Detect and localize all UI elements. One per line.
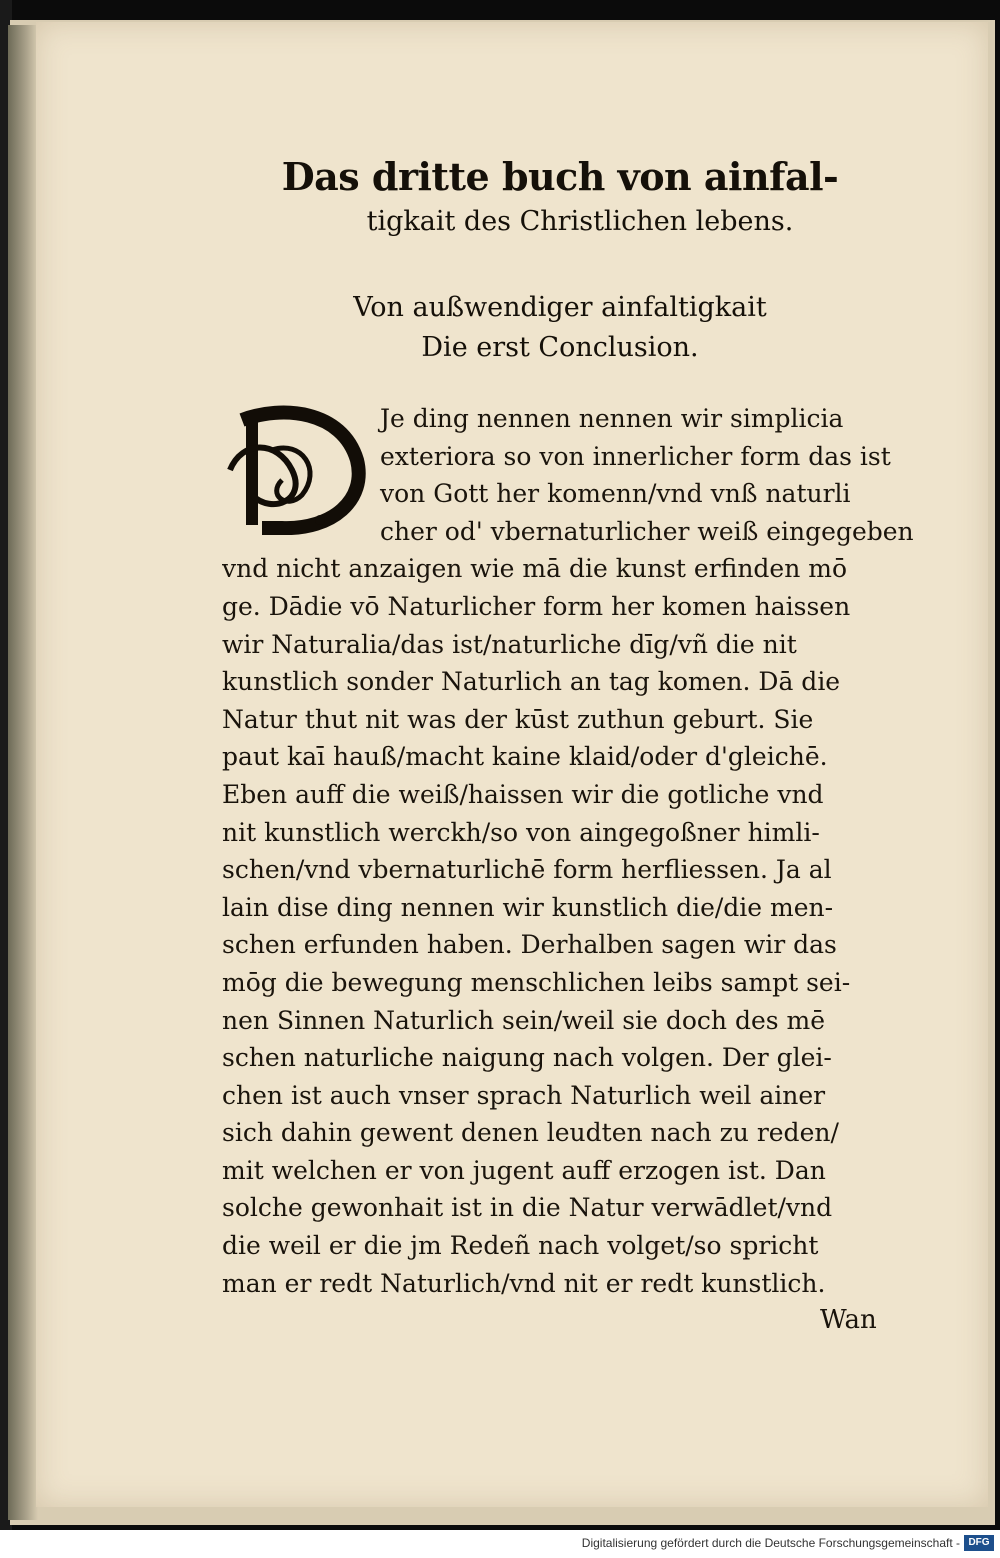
body-line: solche gewonhait ist in die Natur verwādlet/vnd: [222, 1193, 833, 1223]
body-line: vnd nicht anzaigen wie mā die kunst erfinden mō: [222, 554, 848, 584]
body-line: mit welchen er von jugent auff erzogen ist. Dan: [222, 1155, 826, 1185]
dfg-logo: DFG: [964, 1535, 994, 1551]
body-line: von Gott her komenn/vnd vnß naturli: [380, 479, 851, 509]
body-line: sich dahin gewent denen leudten nach zu reden/: [222, 1118, 839, 1148]
body-line: mōg die bewegung menschlichen leibs sampt sei-: [222, 967, 851, 997]
subheading-line-1: Von außwendiger ainfaltigkait: [353, 292, 767, 323]
subheading-line-2: Die erst Conclusion.: [421, 332, 699, 363]
section-subheading: [230, 288, 890, 368]
body-text: [222, 400, 920, 1302]
body-line: lain dise ding nennen wir kunstlich die/die men-: [222, 892, 834, 922]
body-line: paut kaī hauß/macht kaine klaid/oder d'gleichē.: [222, 742, 828, 772]
body-line: chen ist auch vnser sprach Naturlich weil ainer: [222, 1080, 826, 1110]
body-line: ge. Dādie vō Naturlicher form her komen haissen: [222, 591, 851, 621]
body-line: Eben auff die weiß/haissen wir die gotliche vnd: [222, 779, 824, 809]
body-line: Je ding nennen nennen wir simplicia: [380, 404, 844, 433]
body-line: exteriora so von innerlicher form das ist: [380, 441, 891, 471]
body-line: cher od' vbernaturlicher weiß eingegeben: [380, 516, 914, 546]
body-line: die weil er die jm Redeñ nach volget/so spricht: [222, 1231, 819, 1261]
body-line: wir Naturalia/das ist/naturliche dīg/vñ die nit: [222, 629, 797, 659]
body-line: nit kunstlich werckh/so von aingegoßner himli-: [222, 817, 820, 847]
heading-line-2: tigkait des Christlichen lebens.: [366, 206, 794, 237]
heading-line-1: Das dritte buch von ainfal-: [281, 154, 839, 199]
body-line: schen naturliche naigung nach volgen. Der glei-: [222, 1043, 832, 1073]
body-line: nen Sinnen Naturlich sein/weil sie doch des mē: [222, 1005, 826, 1035]
funding-notice: Digitalisierung gefördert durch die Deutsche Forschungsgemeinschaft -: [581, 1536, 960, 1550]
body-line: schen erfunden haben. Derhalben sagen wir das: [222, 930, 837, 960]
body-line: schen/vnd vbernaturlichē form herfliessen. Ja al: [222, 855, 832, 885]
gutter-shadow: [8, 25, 38, 1520]
footer-bar: [0, 1530, 1000, 1558]
body-line: Natur thut nit was der kūst zuthun geburt. Sie: [222, 704, 814, 734]
body-line: kunstlich sonder Naturlich an tag komen. Dā die: [222, 667, 841, 697]
page-heading: [230, 152, 890, 242]
body-line: man er redt Naturlich/vnd nit er redt kunstlich.: [222, 1268, 826, 1298]
catchword: Wan: [820, 1305, 877, 1335]
